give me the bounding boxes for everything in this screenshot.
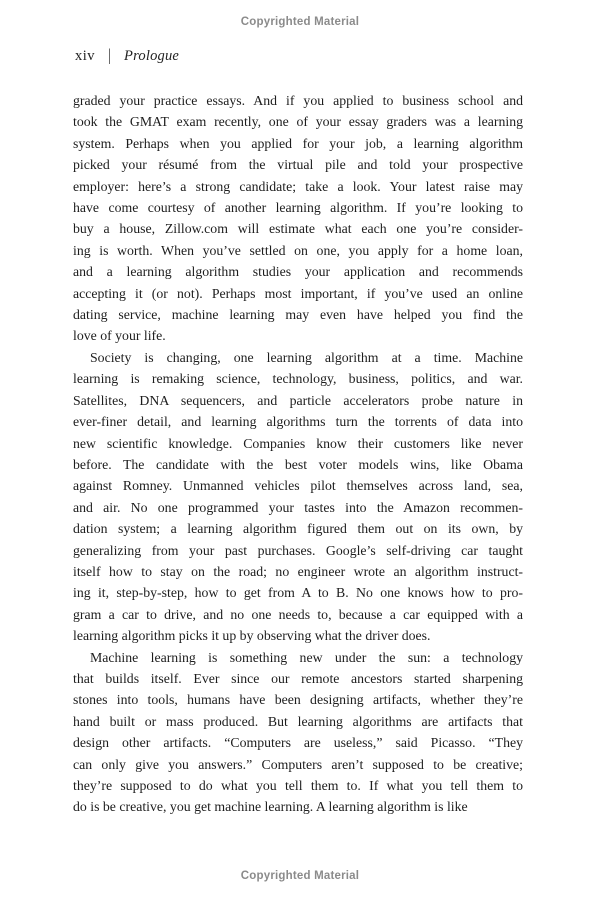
text-line: against Romney. Unmanned vehicles pilot themselves across land, sea, <box>73 478 523 494</box>
text-line: new scientific knowledge. Companies know their customers like never <box>73 435 523 451</box>
text-line: can only give you answers.” Computers aren’t supposed to be creative; <box>73 756 523 772</box>
text-line: system. Perhaps when you applied for your job, a learning algorithm <box>73 135 523 151</box>
text-line: ing it, step-by-step, how to get from A to B. No one knows how to pro- <box>73 585 523 601</box>
text-line: stones into tools, humans have been designing artifacts, whether they’re <box>73 692 523 708</box>
text-line: took the GMAT exam recently, one of your essay graders was a learning <box>73 114 523 130</box>
text-line: generalizing from your past purchases. Google’s self-driving car taught <box>73 542 523 558</box>
text-line: Society is changing, one learning algorithm at a time. Machine <box>90 349 523 365</box>
chapter-title: Prologue <box>124 48 180 64</box>
text-line: ing is worth. When you’ve settled on one, you apply for a home loan, <box>73 242 523 258</box>
text-line: dating service, machine learning may even have helped you find the <box>73 307 523 323</box>
text-line: hand built or mass produced. But learning algorithms are artifacts that <box>73 713 523 729</box>
text-line: they’re supposed to do what you tell them to. If what you tell them to <box>73 778 523 793</box>
text-line: dation system; a learning algorithm figured them out on its own, by <box>73 521 523 537</box>
header-separator: | <box>108 46 112 66</box>
text-line: that builds itself. Ever since our remote ancestors started sharpening <box>73 670 523 686</box>
text-line: learning algorithm picks it up by observing what the driver does. <box>73 628 431 644</box>
text-line: and a learning algorithm studies your application and recommends <box>73 264 523 280</box>
text-line: love of your life. <box>73 328 166 344</box>
text-line: Satellites, DNA sequencers, and particle accelerators probe nature in <box>73 392 523 408</box>
text-line: graded your practice essays. And if you applied to business school and <box>73 93 523 108</box>
text-line: accepting it (or not). Perhaps most important, if you’ve used an online <box>73 285 523 301</box>
text-line: before. The candidate with the best voter models wins, like Obama <box>73 456 523 472</box>
text-line: picked your résumé from the virtual pile and told your prospective <box>73 157 523 173</box>
page-header <box>75 48 179 65</box>
text-line: itself how to stay on the road; no engineer wrote an algorithm instruct- <box>73 563 523 579</box>
text-line: design other artifacts. “Computers are useless,” said Picasso. “They <box>73 735 523 751</box>
text-line: Machine learning is something new under the sun: a technology <box>90 649 523 665</box>
paragraph <box>73 347 523 647</box>
paragraph <box>73 90 523 347</box>
text-line: have come courtesy of another learning algorithm. If you’re looking to <box>73 200 523 216</box>
body-text <box>73 90 523 818</box>
text-line: learning is remaking science, technology, business, politics, and war. <box>73 371 523 387</box>
copyright-notice-bottom: Copyrighted Material <box>240 870 360 882</box>
text-line: employer: here’s a strong candidate; take a look. Your latest raise may <box>73 178 523 194</box>
copyright-notice-top: Copyrighted Material <box>240 16 360 28</box>
text-line: buy a house, Zillow.com will estimate what each one you’re consider- <box>73 221 523 237</box>
paragraph <box>73 647 523 818</box>
text-line: gram a car to drive, and no one needs to, because a car equipped with a <box>73 606 523 622</box>
page-number: xiv <box>75 48 96 64</box>
text-line: ever-finer detail, and learning algorithms turn the torrents of data into <box>73 414 523 430</box>
text-line: and air. No one programmed your tastes into the Amazon recommen- <box>73 499 523 515</box>
text-line: do is be creative, you get machine learning. A learning algorithm is like <box>73 799 468 815</box>
